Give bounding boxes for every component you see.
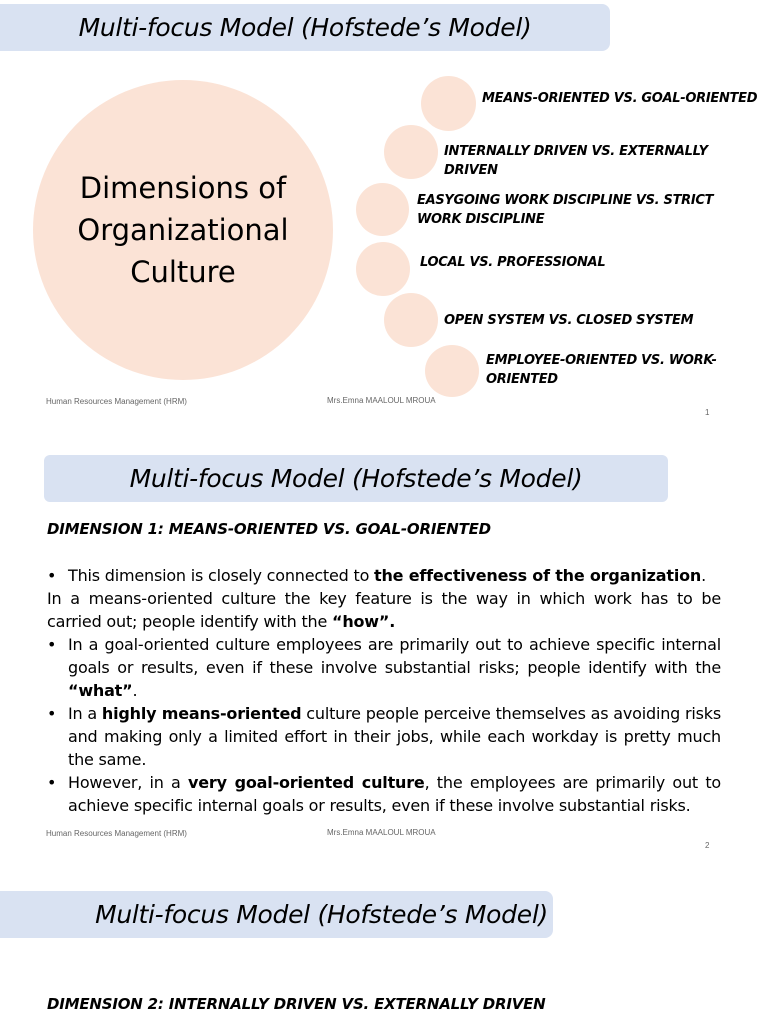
paragraph-1: In a means-oriented culture the key feature is the way in which work has to be carried out; people identify with the “how”. bbox=[47, 589, 721, 631]
footer-course: Human Resources Management (HRM) bbox=[46, 829, 187, 838]
footer-course: Human Resources Management (HRM) bbox=[46, 397, 187, 406]
page-number: 2 bbox=[705, 841, 710, 850]
slide-body bbox=[47, 564, 721, 817]
dimension-dot-2 bbox=[384, 125, 438, 179]
footer-author: Mrs.Emna MAALOUL MROUA bbox=[327, 396, 436, 405]
dimension-dot-4 bbox=[356, 242, 410, 296]
dimension-label-1: MEANS-ORIENTED VS. GOAL-ORIENTED bbox=[482, 91, 758, 106]
bullet-3: • In a highly means-oriented culture people perceive themselves as avoiding risks and making only a limited effort in their jobs, while each workday is pretty much the same. bbox=[47, 702, 721, 771]
dimension-label-4: LOCAL VS. PROFESSIONAL bbox=[420, 255, 606, 270]
slide-3 bbox=[0, 864, 768, 1024]
dimension-label-3: EASYGOING WORK DISCIPLINE VS. STRICT WORK DISCIPLINE bbox=[417, 193, 714, 227]
slide-1 bbox=[0, 0, 768, 430]
dimension-heading: DIMENSION 2: INTERNALLY DRIVEN VS. EXTERNALLY DRIVEN bbox=[47, 995, 546, 1013]
page-number: 1 bbox=[705, 408, 710, 417]
dimension-label-2: INTERNALLY DRIVEN VS. EXTERNALLY DRIVEN bbox=[444, 144, 708, 178]
bullet-1: • This dimension is closely connected to the effectiveness of the organization. bbox=[47, 564, 721, 587]
bullet-2: • In a goal-oriented culture employees are primarily out to achieve specific internal goals or results, even if these involve substantial risks; people identify with the “what”. bbox=[47, 633, 721, 702]
slide-title-bar bbox=[0, 4, 610, 51]
slide-title-bar bbox=[44, 455, 668, 502]
dimension-dot-6 bbox=[425, 345, 479, 397]
slide-title-bar bbox=[0, 891, 553, 938]
slide-2 bbox=[0, 430, 768, 864]
slide-title: Multi-focus Model (Hofstede’s Model) bbox=[95, 900, 548, 929]
center-circle-text: Dimensions of Organizational Culture bbox=[77, 171, 289, 289]
dimension-label-6: EMPLOYEE-ORIENTED VS. WORK-ORIENTED bbox=[486, 353, 717, 387]
dimension-heading: DIMENSION 1: MEANS-ORIENTED VS. GOAL-ORIENTED bbox=[47, 520, 491, 538]
footer-author: Mrs.Emna MAALOUL MROUA bbox=[327, 828, 436, 837]
center-circle bbox=[33, 80, 333, 380]
bullet-4: • However, in a very goal-oriented culture, the employees are primarily out to achieve specific internal goals or results, even if these involve substantial risks. bbox=[47, 771, 721, 817]
dimension-label-5: OPEN SYSTEM VS. CLOSED SYSTEM bbox=[444, 313, 694, 328]
slide-title: Multi-focus Model (Hofstede’s Model) bbox=[129, 464, 583, 493]
dimension-dot-3 bbox=[356, 183, 409, 236]
dimension-dot-1 bbox=[421, 76, 476, 131]
dimension-dot-5 bbox=[384, 293, 438, 347]
slide-title: Multi-focus Model (Hofstede’s Model) bbox=[78, 13, 532, 42]
